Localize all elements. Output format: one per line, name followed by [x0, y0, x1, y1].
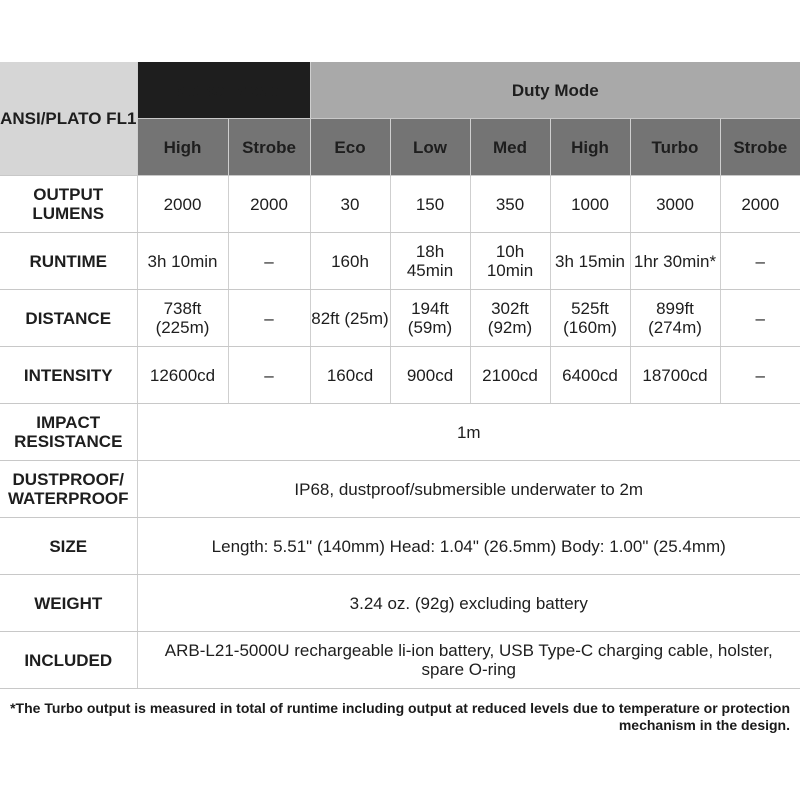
table-cell: –	[720, 233, 800, 290]
level-header: Med	[470, 119, 550, 176]
table-row	[0, 461, 800, 518]
row-label: DISTANCE	[0, 290, 137, 347]
table-cell: 160cd	[310, 347, 390, 404]
footnote: *The Turbo output is measured in total of runtime including output at reduced levels due to temperature or protection mechanism in the design.	[10, 700, 790, 733]
level-header: Strobe	[720, 119, 800, 176]
table-row	[0, 290, 800, 347]
table-cell: 1000	[550, 176, 630, 233]
table-cell: 194ft (59m)	[390, 290, 470, 347]
table-cell: 12600cd	[137, 347, 228, 404]
table-cell: 18h 45min	[390, 233, 470, 290]
level-header: Eco	[310, 119, 390, 176]
table-cell: –	[228, 233, 310, 290]
level-header: Strobe	[228, 119, 310, 176]
table-cell: 3h 15min	[550, 233, 630, 290]
table-cell: 1m	[137, 404, 800, 461]
table-cell: 2000	[228, 176, 310, 233]
table-cell: 2100cd	[470, 347, 550, 404]
table-cell: 350	[470, 176, 550, 233]
duty-mode-header: Duty Mode	[310, 62, 800, 119]
row-label: WEIGHT	[0, 575, 137, 632]
table-row	[0, 233, 800, 290]
tactical-mode-header: Tactical Mode	[137, 62, 310, 119]
table-cell: 302ft (92m)	[470, 290, 550, 347]
table-cell: 899ft (274m)	[630, 290, 720, 347]
table-cell: 82ft (25m)	[310, 290, 390, 347]
table-row	[0, 404, 800, 461]
table-row	[0, 176, 800, 233]
table-row	[0, 575, 800, 632]
table-cell: –	[228, 290, 310, 347]
table-cell: –	[720, 290, 800, 347]
table-cell: ARB-L21-5000U rechargeable li-ion battery, USB Type-C charging cable, holster, spare O-ring	[137, 632, 800, 689]
level-header: High	[137, 119, 228, 176]
table-cell: 2000	[137, 176, 228, 233]
table-cell: 18700cd	[630, 347, 720, 404]
mode-header-row	[0, 62, 800, 119]
row-label: IMPACT RESISTANCE	[0, 404, 137, 461]
level-header: Low	[390, 119, 470, 176]
table-cell: 10h 10min	[470, 233, 550, 290]
table-cell: 160h	[310, 233, 390, 290]
table-cell: 3.24 oz. (92g) excluding battery	[137, 575, 800, 632]
table-cell: 3h 10min	[137, 233, 228, 290]
row-label: OUTPUT LUMENS	[0, 176, 137, 233]
table-cell: 1hr 30min*	[630, 233, 720, 290]
row-label: INTENSITY	[0, 347, 137, 404]
row-label: SIZE	[0, 518, 137, 575]
level-header: High	[550, 119, 630, 176]
table-cell: Length: 5.51" (140mm) Head: 1.04" (26.5mm) Body: 1.00" (25.4mm)	[137, 518, 800, 575]
table-cell: 30	[310, 176, 390, 233]
table-row	[0, 518, 800, 575]
table-row	[0, 347, 800, 404]
table-row	[0, 632, 800, 689]
table-cell: 3000	[630, 176, 720, 233]
level-header: Turbo	[630, 119, 720, 176]
spec-table	[0, 62, 800, 689]
table-cell: –	[228, 347, 310, 404]
table-cell: –	[720, 347, 800, 404]
row-label: DUSTPROOF/ WATERPROOF	[0, 461, 137, 518]
table-cell: 738ft (225m)	[137, 290, 228, 347]
table-cell: 900cd	[390, 347, 470, 404]
row-label: INCLUDED	[0, 632, 137, 689]
table-cell: 2000	[720, 176, 800, 233]
row-label: RUNTIME	[0, 233, 137, 290]
corner-label: ANSI/PLATO FL1	[0, 62, 137, 176]
table-cell: 6400cd	[550, 347, 630, 404]
table-cell: 150	[390, 176, 470, 233]
table-cell: IP68, dustproof/submersible underwater to 2m	[137, 461, 800, 518]
table-cell: 525ft (160m)	[550, 290, 630, 347]
